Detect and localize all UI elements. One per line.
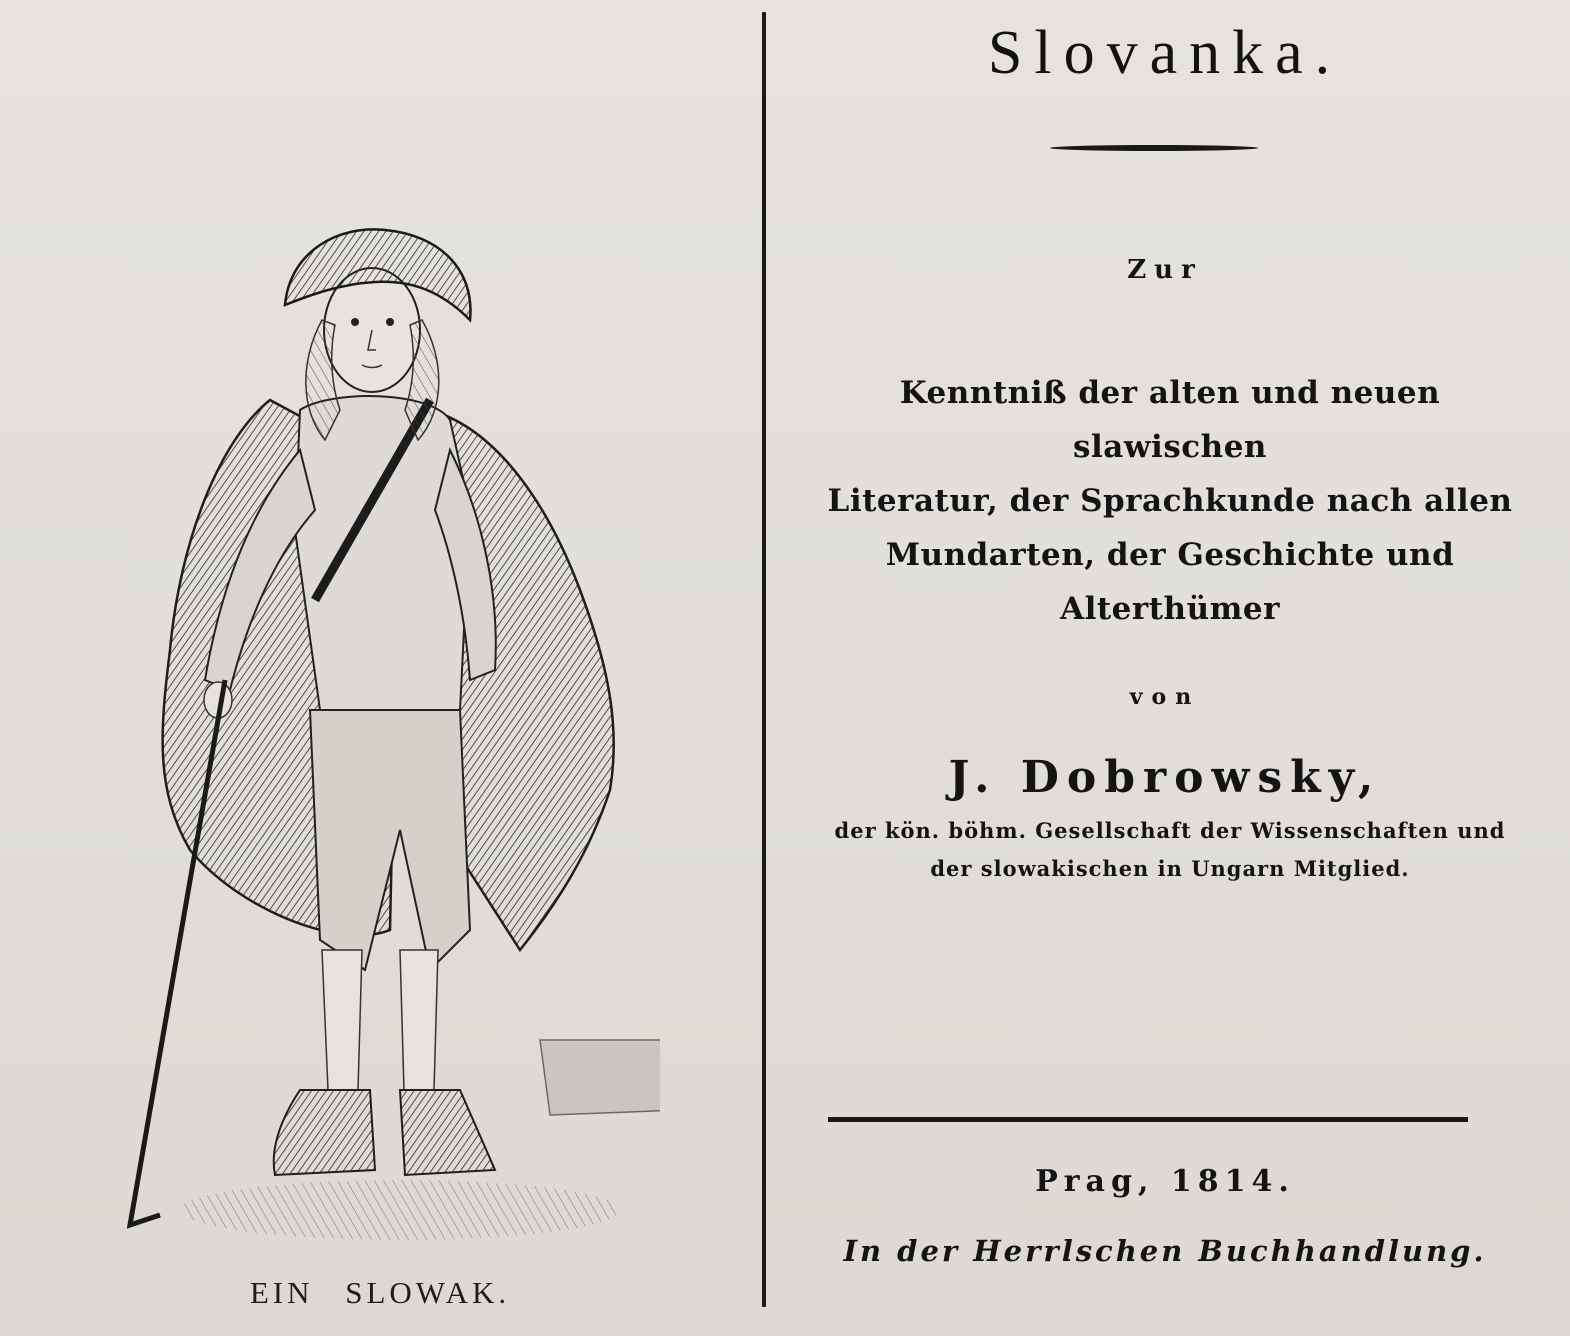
title-page <box>770 0 1560 1336</box>
title-preposition: Zur <box>1127 255 1203 285</box>
plate-caption: EIN SLOWAK. <box>249 1275 511 1310</box>
subtitle-line: Kenntniß der alten und neuen slawischen <box>899 375 1441 465</box>
book-title: Slovanka. <box>987 19 1343 87</box>
affiliation-line: der kön. böhm. Gesellschaft der Wissenschaften und <box>834 818 1506 843</box>
imprint-place-date: Prag, 1814. <box>1035 1164 1295 1199</box>
slovak-figure-engraving <box>100 210 660 1270</box>
imprint-publisher: In der Herrlschen Buchhandlung. <box>843 1234 1487 1268</box>
by-word: von <box>1129 684 1201 710</box>
author-affiliation <box>810 812 1530 888</box>
page-gutter-line <box>762 12 766 1307</box>
subtitle-line: Literatur, der Sprachkunde nach allen <box>827 483 1513 519</box>
frontispiece-plate <box>0 0 760 1336</box>
title-rule <box>1050 145 1258 151</box>
subtitle-line: Mundarten, der Geschichte und <box>885 537 1455 573</box>
subtitle-line: Alterthümer <box>1060 591 1280 627</box>
author-name: J. Dobrowsky, <box>948 752 1382 803</box>
imprint-rule <box>828 1117 1468 1122</box>
affiliation-line: der slowakischen in Ungarn Mitglied. <box>930 856 1410 881</box>
subtitle <box>810 366 1530 636</box>
